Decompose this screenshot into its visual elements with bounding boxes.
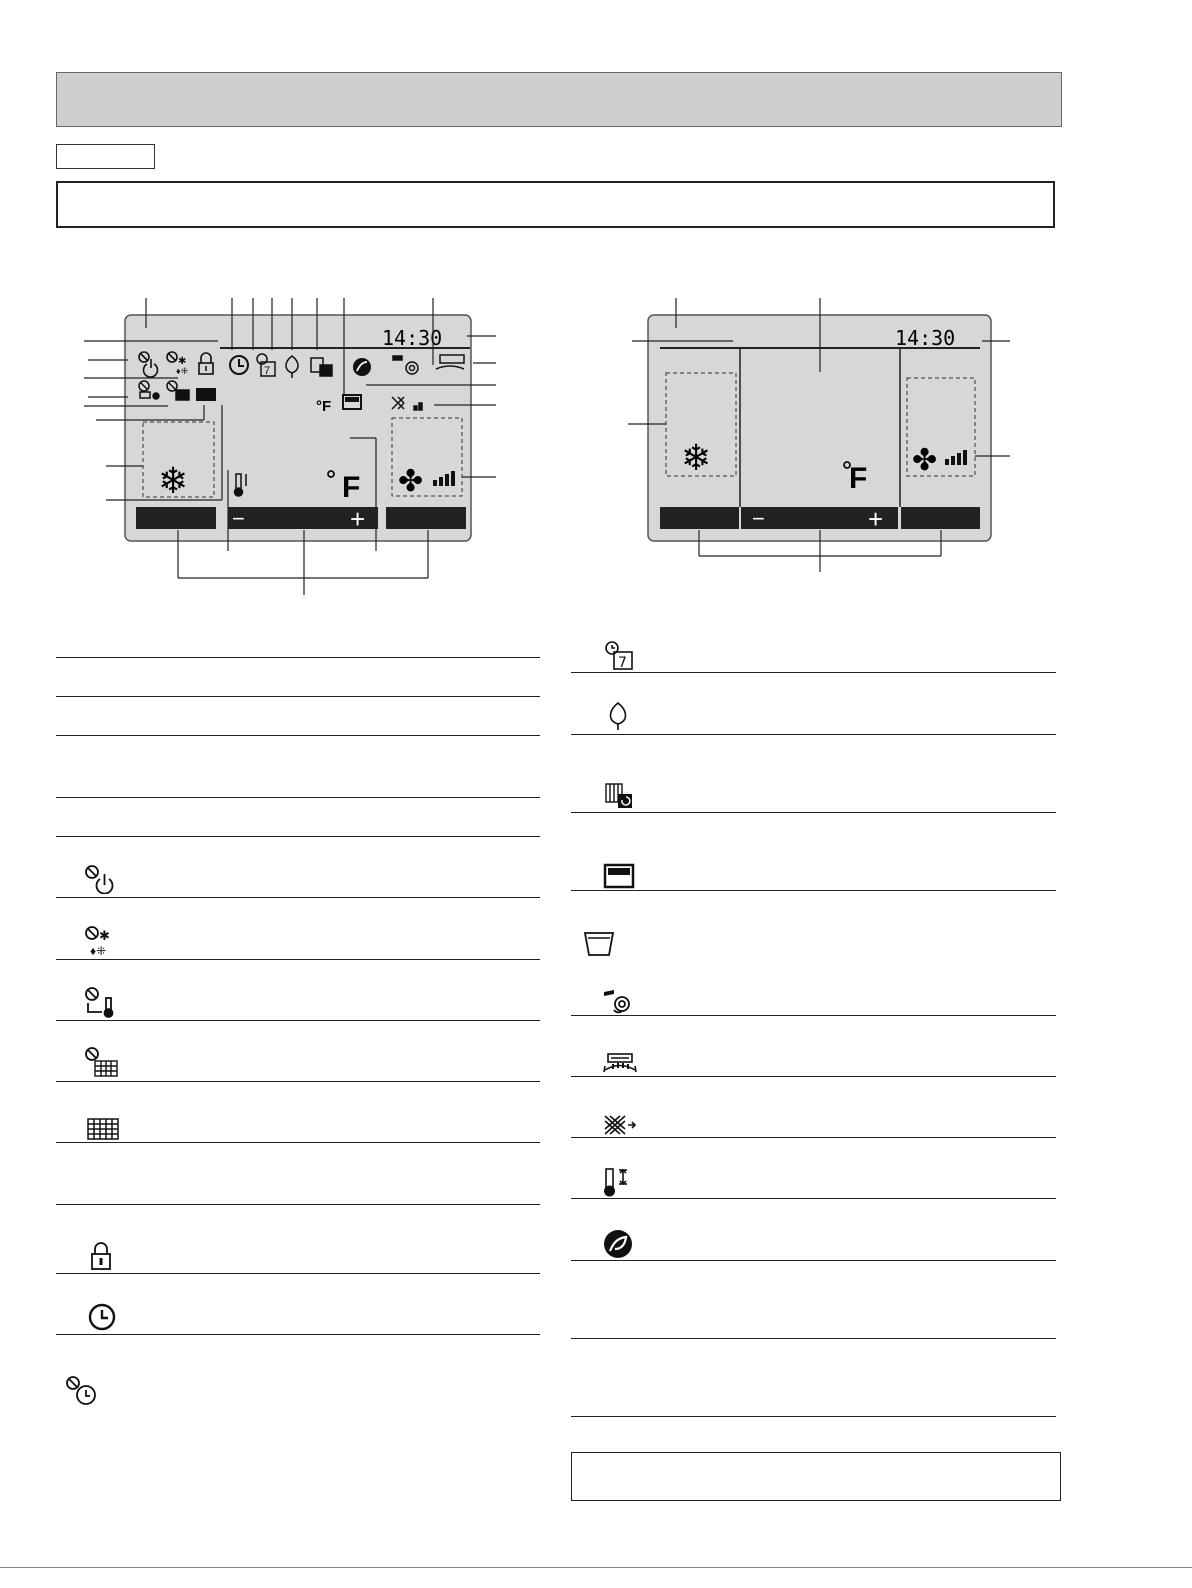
svg-text:✱: ✱ xyxy=(99,928,110,943)
function-button-4[interactable] xyxy=(386,507,466,529)
fan-icon-basic: ✤ xyxy=(912,444,938,477)
svg-text:♦⁜: ♦⁜ xyxy=(176,366,189,376)
cool-mode-icon-basic: ❄ xyxy=(681,437,712,478)
vane-display-icon xyxy=(602,862,636,890)
unit-label-small: °F xyxy=(316,398,332,415)
prohibit-on-off-icon xyxy=(84,864,120,894)
page-footer-rule xyxy=(0,1567,1192,1568)
function-button-basic-4[interactable] xyxy=(901,507,980,529)
svg-text:7: 7 xyxy=(618,655,627,671)
clock-icon xyxy=(86,1302,118,1332)
ventilation-icon xyxy=(602,1112,638,1138)
prohibit-timer-icon xyxy=(64,1374,100,1408)
function-button-basic-1[interactable] xyxy=(660,507,739,529)
section-heading-box xyxy=(56,181,1055,228)
fan-icon: ✤ xyxy=(398,465,424,498)
prohibit-mode-icon xyxy=(84,925,120,957)
clock-display-basic: 14:30 xyxy=(895,326,956,350)
filter-maintenance-icon xyxy=(604,780,634,810)
vane-icon xyxy=(600,988,636,1014)
unit-label-large: F xyxy=(342,471,361,504)
section-title-bar xyxy=(56,72,1062,127)
section-tag xyxy=(56,144,155,169)
prohibit-temp-icon xyxy=(84,986,120,1018)
unit-label-basic: F xyxy=(849,462,868,495)
basic-display-diagram xyxy=(620,290,1020,580)
filter-icon xyxy=(196,388,216,401)
outdoor-quiet-icon xyxy=(606,700,630,732)
cool-mode-icon: ❄ xyxy=(158,460,189,501)
svg-text:♦⁜: ♦⁜ xyxy=(90,944,107,957)
minus-symbol-basic: − xyxy=(752,506,765,531)
plus-symbol: + xyxy=(350,504,366,534)
svg-text:7: 7 xyxy=(264,365,271,377)
prohibit-filter-icon xyxy=(84,1046,120,1078)
lock-icon xyxy=(88,1242,114,1272)
minus-symbol: − xyxy=(232,506,245,531)
energy-saving-icon xyxy=(602,1228,634,1260)
i-see-sensor-icon xyxy=(602,1052,638,1076)
energy-saving-icon xyxy=(353,358,371,376)
louver-icon xyxy=(582,930,616,958)
filter-icon xyxy=(86,1117,122,1141)
temperature-sensor-icon xyxy=(602,1166,630,1198)
note-box xyxy=(571,1452,1061,1501)
svg-text:✱: ✱ xyxy=(178,356,187,367)
plus-symbol-basic: + xyxy=(868,504,884,534)
weekly-timer-icon xyxy=(604,640,638,672)
function-button-1[interactable] xyxy=(136,507,216,529)
clock-display: 14:30 xyxy=(382,326,443,350)
full-display-diagram xyxy=(60,290,530,600)
